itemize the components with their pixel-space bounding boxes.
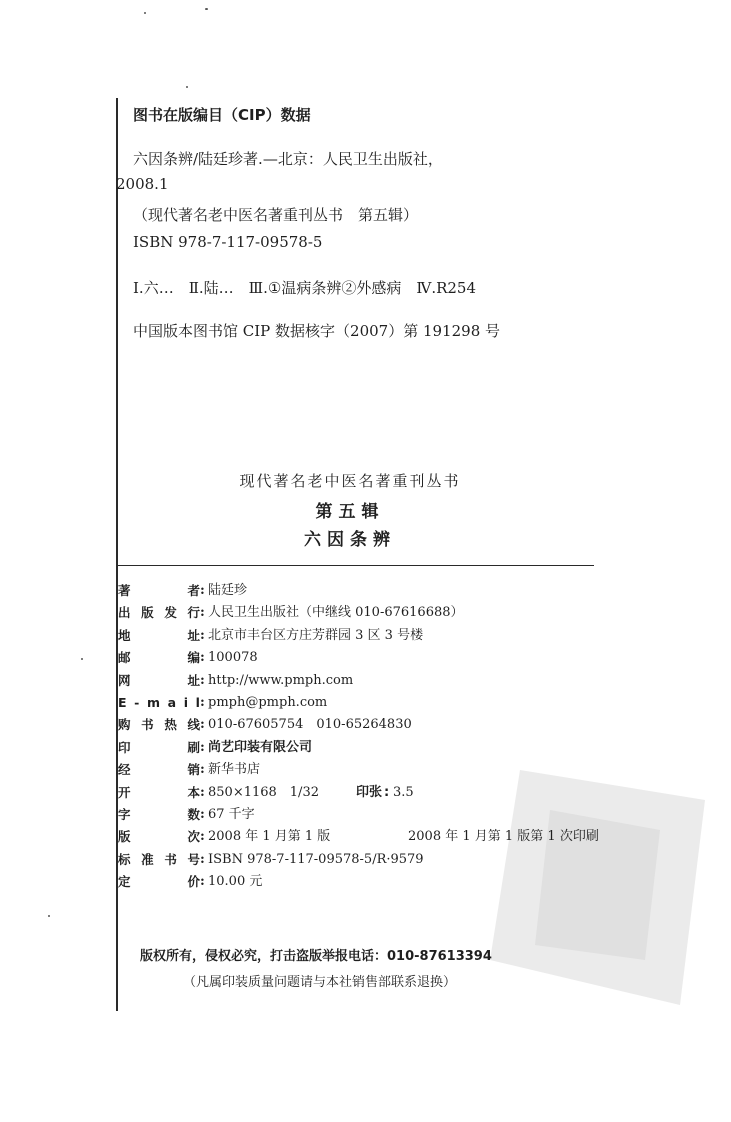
label-char: a [167,694,177,710]
email-link[interactable]: pmph@pmph.com [208,694,328,710]
label-char: 出 [118,605,131,621]
label-char: 网 [118,672,131,688]
edition-value: 2008 年 1 月第 1 版 [208,829,331,845]
sheets-colon: : [384,784,390,800]
sheets-value: 3.5 [393,784,414,800]
info-label [118,625,200,647]
label-char: 版 [118,829,131,845]
copyright-notice: 版权所有，侵权必究，打击盗版举报电话：010-87613394 [140,949,492,964]
scan-speck [48,915,50,917]
info-row-address: 地 址 : 北京市丰台区方庄芳群园 3 区 3 号楼 [118,625,618,647]
info-label [118,826,200,848]
info-row-edition: 版 次 : 2008 年 1 月第 1 版 2008 年 1 月第 1 版第 1 次印刷 [118,826,618,848]
info-label [118,692,200,714]
cip-line-4: ISBN 978-7-117-09578-5 [133,233,323,251]
wordcount-value: 67 千字 [208,806,255,822]
label-char: 邮 [118,650,131,666]
label-char: 印 [118,739,131,755]
label-char: 著 [118,583,131,598]
info-label [118,647,200,669]
info-row-email: E - m a i l : pmph@pmph.com [118,692,618,714]
cip-line-6: 中国版本图书馆 CIP 数据核字（2007）第 191298 号 [133,322,501,340]
isbn-value: ISBN 978-7-117-09578-5/R·9579 [208,851,424,867]
format-value: 850×1168 1/32 [208,784,319,800]
cip-title: 图书在版编目（CIP）数据 [133,106,311,124]
cip-line-5: Ⅰ.六… Ⅱ.陆… Ⅲ.①温病条辨②外感病 Ⅳ.R254 [133,279,477,297]
book-title: 六因条辨 [304,530,396,550]
price-value: 10.00 元 [208,874,263,890]
info-row-website: 网 址 : http://www.pmph.com [118,670,618,692]
sheets-label: 印张 [356,784,383,800]
info-label [118,737,200,759]
info-row-distributor: 经 销 : 新华书店 [118,759,618,781]
info-label [118,580,200,602]
margin-rule-top [116,98,118,566]
info-label [118,782,200,804]
label-char: l [195,694,200,710]
label-char: 者 [187,583,200,598]
info-row-author: 著 者 : 陆廷珍 [118,580,618,602]
label-char: 热 [164,717,177,733]
label-char: i [183,694,189,710]
label-char: 址 [187,672,200,688]
label-char: 准 [141,851,154,867]
printing-value: 2008 年 1 月第 1 版第 1 次印刷 [408,829,599,845]
info-row-isbn: 标 准 书 号 : ISBN 978-7-117-09578-5/R·9579 [118,849,618,871]
label-char: 定 [118,874,131,890]
publisher-value: 人民卫生出版社（中继线 010-67616688） [208,605,464,621]
label-char: 标 [118,851,131,867]
info-label [118,670,200,692]
label-char: 书 [164,851,177,867]
info-row-wordcount: 字 数 : 67 千字 [118,804,618,826]
postcode-value: 100078 [208,650,258,666]
series-volume: 第五辑 [315,502,385,522]
website-link[interactable]: http://www.pmph.com [208,672,354,688]
publication-info [118,580,618,893]
label-char: 字 [118,806,131,822]
label-char: 次 [187,829,200,845]
cip-line-3: （现代著名老中医名著重刊丛书 第五辑） [133,206,419,224]
info-row-publisher: 出 版 发 行 : 人民卫生出版社（中继线 010-67616688） [118,602,618,624]
info-label [118,804,200,826]
printer-value: 尚艺印装有限公司 [208,739,313,755]
label-char: 版 [141,605,154,621]
label-char: 销 [187,762,200,778]
info-row-price: 定 价 : 10.00 元 [118,871,618,893]
label-char: 址 [187,627,200,643]
label-char: 线 [187,717,200,733]
section-divider [116,565,594,566]
info-label [118,759,200,781]
info-row-printer: 印 刷 : 尚艺印装有限公司 [118,737,618,759]
scan-speck [186,86,188,88]
label-char: 发 [164,605,177,621]
info-label [118,714,200,736]
info-label [118,849,200,871]
info-label [118,602,200,624]
distributor-value: 新华书店 [208,762,261,778]
label-char: 地 [118,627,131,643]
info-row-hotline: 购 书 热 线 : 010-67605754 010-65264830 [118,714,618,736]
cip-line-1: 六因条辨/陆廷珍著.—北京：人民卫生出版社， [133,150,443,168]
label-char: - [134,694,140,710]
label-char: 行 [187,605,200,621]
label-char: 号 [187,851,200,867]
address-value: 北京市丰台区方庄芳群园 3 区 3 号楼 [208,627,424,643]
label-char: 经 [118,762,131,778]
scan-speck [81,658,83,660]
label-char: 编 [187,650,200,666]
scan-speck [205,8,208,10]
cip-line-2: 2008.1 [116,175,169,193]
label-char: 数 [187,806,200,822]
series-name: 现代著名老中医名著重刊丛书 [239,472,461,490]
return-note: （凡属印装质量问题请与本社销售部联系退换） [183,975,457,990]
info-row-postcode: 邮 编 : 100078 [118,647,618,669]
label-char: m [147,694,161,710]
label-char: 开 [118,784,131,800]
label-char: 价 [187,874,200,890]
label-char: 本 [187,784,200,800]
label-char: E [118,694,127,710]
info-label [118,871,200,893]
label-char: 书 [141,717,154,733]
hotline-value: 010-67605754 010-65264830 [208,717,412,733]
author-value: 陆廷珍 [208,583,248,598]
label-char: 购 [118,717,131,733]
label-char: 刷 [187,739,200,755]
info-row-format: 开 本 : 850×1168 1/32 印张 : 3.5 [118,782,618,804]
scan-speck [144,12,146,14]
